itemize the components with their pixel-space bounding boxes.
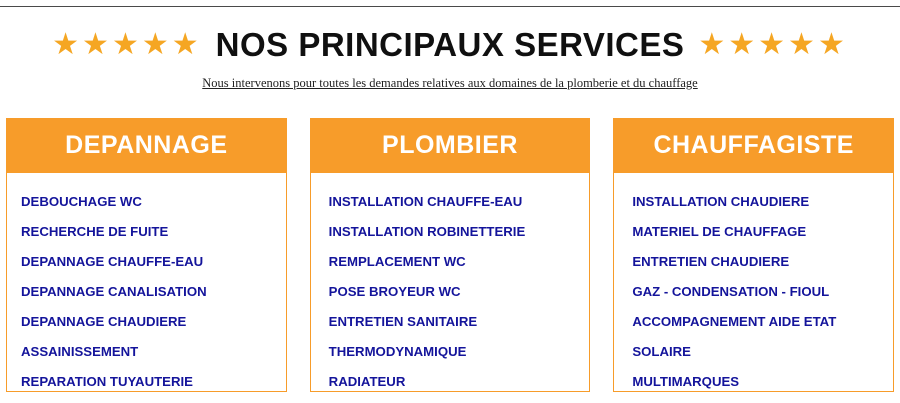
list-item[interactable]: ASSAINISSEMENT xyxy=(21,344,139,359)
page-header xyxy=(0,26,900,91)
card-body-chauffagiste xyxy=(613,173,894,392)
list-item[interactable]: SOLAIRE xyxy=(632,344,691,359)
list-item[interactable]: ACCOMPAGNEMENT AIDE ETAT xyxy=(632,314,837,329)
list-item[interactable]: DEPANNAGE CHAUFFE-EAU xyxy=(21,254,204,269)
service-card-depannage xyxy=(6,118,287,392)
card-header-depannage xyxy=(6,118,287,173)
list-item[interactable]: REPARATION TUYAUTERIE xyxy=(21,374,193,389)
list-item[interactable]: ENTRETIEN SANITAIRE xyxy=(328,314,478,329)
list-item[interactable]: INSTALLATION CHAUDIERE xyxy=(632,194,810,209)
service-card-chauffagiste xyxy=(613,118,894,392)
card-header-plombier xyxy=(310,118,591,173)
page-title: NOS PRINCIPAUX SERVICES xyxy=(215,26,685,63)
top-divider xyxy=(0,6,900,7)
page-subtitle: Nous intervenons pour toutes les demandes relatives aux domaines de la plomberie et du chauffage xyxy=(202,76,698,90)
list-item[interactable]: INSTALLATION ROBINETTERIE xyxy=(328,224,526,239)
list-item[interactable]: RADIATEUR xyxy=(328,374,406,389)
card-title: PLOMBIER xyxy=(382,131,518,159)
stars-left-icon: ★★★★★ xyxy=(52,28,202,61)
list-item[interactable]: DEPANNAGE CHAUDIERE xyxy=(21,314,187,329)
list-item[interactable]: INSTALLATION CHAUFFE-EAU xyxy=(328,194,523,209)
title-row xyxy=(0,26,900,64)
list-item[interactable]: THERMODYNAMIQUE xyxy=(328,344,467,359)
card-header-chauffagiste xyxy=(613,118,894,173)
card-title: CHAUFFAGISTE xyxy=(653,131,854,159)
list-item[interactable]: RECHERCHE DE FUITE xyxy=(21,224,169,239)
card-body-depannage xyxy=(6,173,287,392)
list-item[interactable]: DEBOUCHAGE WC xyxy=(21,194,142,209)
list-item[interactable]: ENTRETIEN CHAUDIERE xyxy=(632,254,790,269)
list-item[interactable]: DEPANNAGE CANALISATION xyxy=(21,284,207,299)
list-item[interactable]: REMPLACEMENT WC xyxy=(328,254,466,269)
service-card-plombier xyxy=(310,118,591,392)
list-item[interactable]: MATERIEL DE CHAUFFAGE xyxy=(632,224,807,239)
list-item[interactable]: POSE BROYEUR WC xyxy=(328,284,461,299)
list-item[interactable]: GAZ - CONDENSATION - FIOUL xyxy=(632,284,830,299)
list-item[interactable]: MULTIMARQUES xyxy=(632,374,740,389)
services-columns xyxy=(0,118,900,392)
card-title: DEPANNAGE xyxy=(65,131,228,159)
card-body-plombier xyxy=(310,173,591,392)
stars-right-icon: ★★★★★ xyxy=(698,28,848,61)
